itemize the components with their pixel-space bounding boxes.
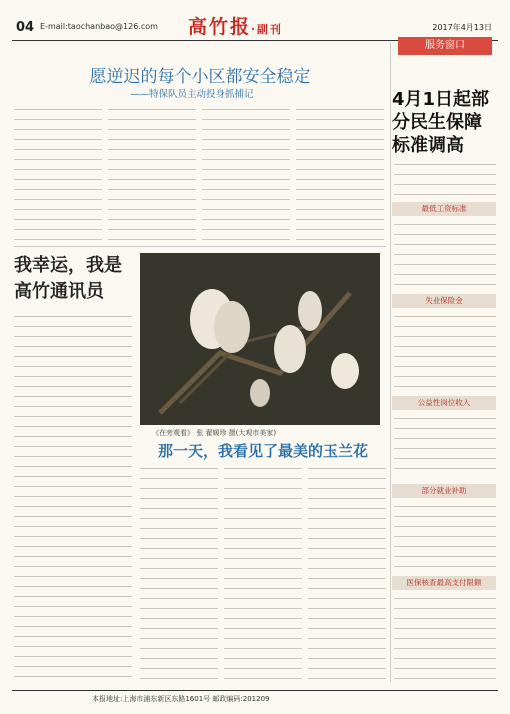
feature-body-left (14, 312, 132, 682)
sidebar-text-3 (394, 414, 496, 478)
sidebar-intro (394, 160, 496, 196)
photo-caption: 《在旁观看》 张 翟媛珍 摄(大观市美家) (152, 429, 277, 437)
feature-column-2 (224, 464, 302, 682)
sidebar-divider (390, 42, 391, 682)
page-number: 04 (16, 20, 35, 35)
article-title: 愿逆迟的每个小区都安全稳定 (89, 67, 311, 87)
feature-column-3 (308, 464, 386, 682)
sidebar-section-1: 最低工资标准 (392, 202, 496, 216)
article-column-4 (296, 105, 384, 240)
masthead-section: ·副刊 (251, 23, 283, 36)
sidebar-text-1 (394, 220, 496, 288)
sidebar-text-2 (394, 312, 496, 392)
magnolia-photo (140, 253, 380, 425)
masthead (188, 12, 283, 39)
feature-photo (140, 253, 380, 425)
sidebar-text-5 (394, 594, 496, 680)
issue-date: 2017年4月13日 (432, 23, 492, 32)
sidebar-section-2: 失业保险金 (392, 294, 496, 308)
footer-text: 本报地址:上海市浦东新区东路1601号 邮政编码:201209 (92, 695, 270, 703)
sidebar-section-3: 公益性岗位收入 (392, 396, 496, 410)
article-column-2 (108, 105, 196, 240)
sidebar-section-4: 部分就业补助 (392, 484, 496, 498)
sidebar-text-4 (394, 502, 496, 570)
footer-rule (12, 690, 498, 691)
feature-subhead: 那一天，我看见了最美的玉兰花 (157, 442, 368, 460)
section-divider (14, 246, 386, 247)
email-address[interactable]: E-mail:taochanbao@126.com (40, 22, 158, 31)
feature-column-1 (140, 464, 218, 682)
feature-title: 我幸运，我是高竹通讯员 (14, 255, 122, 302)
article-subtitle: ——特保队员主动投身抓捕记 (130, 89, 254, 100)
sidebar-badge: 服务窗口 (398, 37, 492, 55)
sidebar-section-5: 医保核查最高支付限额 (392, 576, 496, 590)
article-column-1 (14, 105, 102, 240)
sidebar-title: 4月1日起部分民生保障标准调高 (392, 89, 490, 156)
masthead-title: 高竹报 (188, 16, 252, 38)
article-column-3 (202, 105, 290, 240)
